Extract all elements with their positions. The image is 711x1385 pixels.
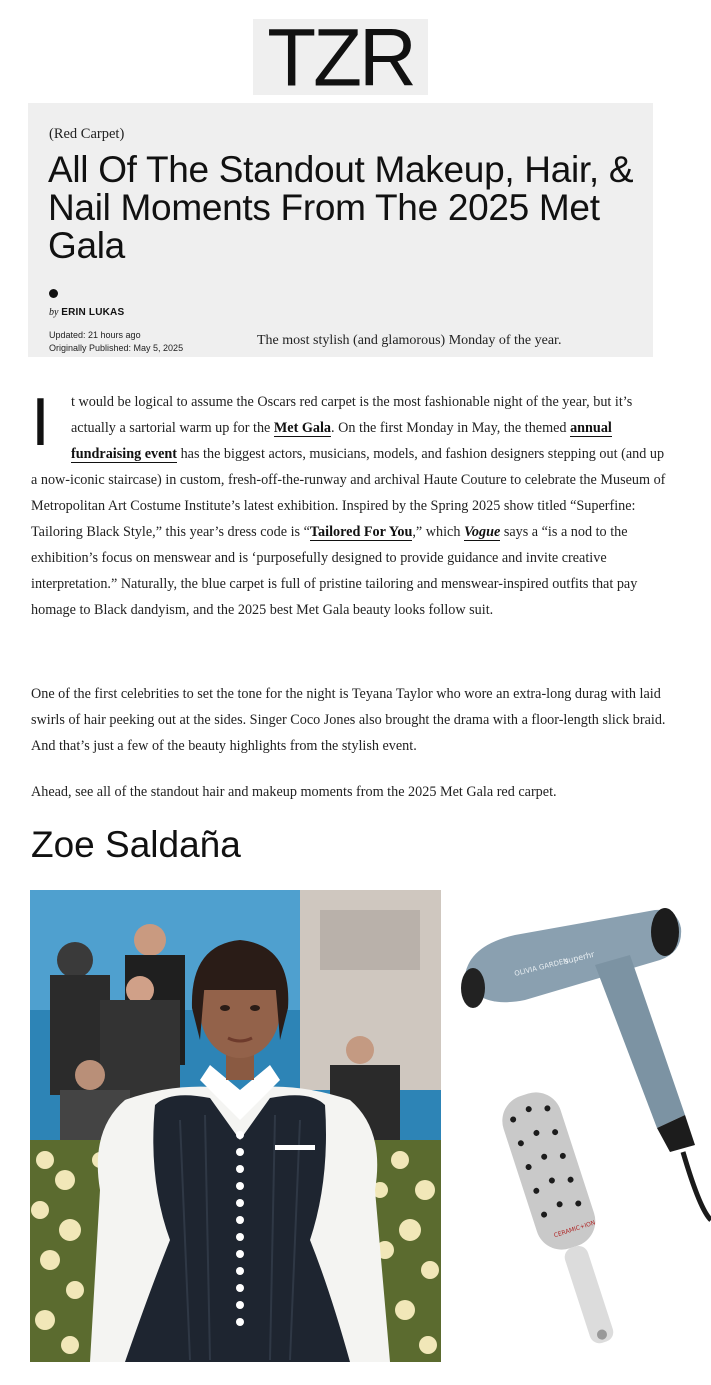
text-segment: . On the first Monday in May, the themed (331, 420, 571, 436)
vogue-link-text: Vogue (464, 524, 501, 540)
product-illustration (445, 890, 711, 1362)
byline (49, 307, 124, 318)
drop-cap: I (31, 384, 50, 460)
vogue-link[interactable] (464, 524, 500, 541)
published-date: Originally Published: May 5, 2025 (49, 343, 184, 353)
text-segment: says a “is a nod to the exhibition’s focus on menswear and is ‘purposefully designed to provide guidance and invite creative interpretation.” Naturally, the blue carpet is full of pristine tailoring and menswear-inspired outfits that pay homage to Black dandyism, and the 2025 best Met Gala beauty looks follow suit. (31, 524, 638, 618)
page-title: All Of The Standout Makeup, Hair, & Nail Moments From The 2025 Met Gala (48, 149, 634, 266)
byline-prefix: by (49, 307, 59, 318)
photo-illustration (30, 890, 441, 1362)
author-link[interactable]: ERIN LUKAS (61, 307, 125, 318)
fundraising-event-link[interactable]: annual fundraising event (71, 420, 612, 462)
paragraph-3: Ahead, see all of the standout hair and makeup moments from the 2025 Met Gala red carpet. (31, 784, 557, 800)
author-dot-icon (49, 289, 58, 298)
site-logo[interactable] (253, 12, 428, 103)
article-dek: The most stylish (and glamorous) Monday of the year. (257, 333, 562, 348)
tailored-for-you-link[interactable]: Tailored For You (309, 524, 413, 540)
dryer-model-label: superhr (563, 949, 596, 966)
celebrity-photo (30, 890, 441, 1362)
text-segment: has the biggest actors, musicians, models, and fashion designers stepping out (and up a now-iconic staircase) in custom, fresh-off-the-runway and archival Haute Couture to celebrate the Museum of Metropolitan Art Costume Institute’s latest exhibition. Inspired by the Spring 2025 show titled “Superfine: Tailoring Black Style,” this year’s dress code is “ (31, 446, 666, 540)
timestamps (49, 329, 183, 355)
paragraph-2: One of the first celebrities to set the tone for the night is Teyana Taylor who wore an extra-long durag with laid swirls of hair peeking out at the sides. Singer Coco Jones also brought the drama with a floor-length slick braid. And that’s just a few of the beauty highlights from the stylish event. (31, 686, 666, 754)
updated-time: Updated: 21 hours ago (49, 330, 141, 340)
product-image (445, 890, 711, 1362)
category-kicker[interactable]: (Red Carpet) (49, 126, 125, 142)
text-segment: ,” which (412, 524, 464, 540)
brush-label: CERAMIC+ION (553, 1219, 597, 1240)
article-header (28, 103, 653, 357)
text-segment: t would be logical to assume the Oscars red carpet is the most fashionable night of the year, but it’s actually a sartorial warm up for the (71, 394, 633, 436)
intro-paragraph (31, 384, 671, 623)
met-gala-link[interactable]: Met Gala (273, 420, 332, 436)
dryer-brand-label: OLIVIA GARDEN (513, 956, 570, 978)
section-heading: Zoe Saldaña (31, 824, 241, 865)
logo-text: TZR (267, 12, 414, 103)
